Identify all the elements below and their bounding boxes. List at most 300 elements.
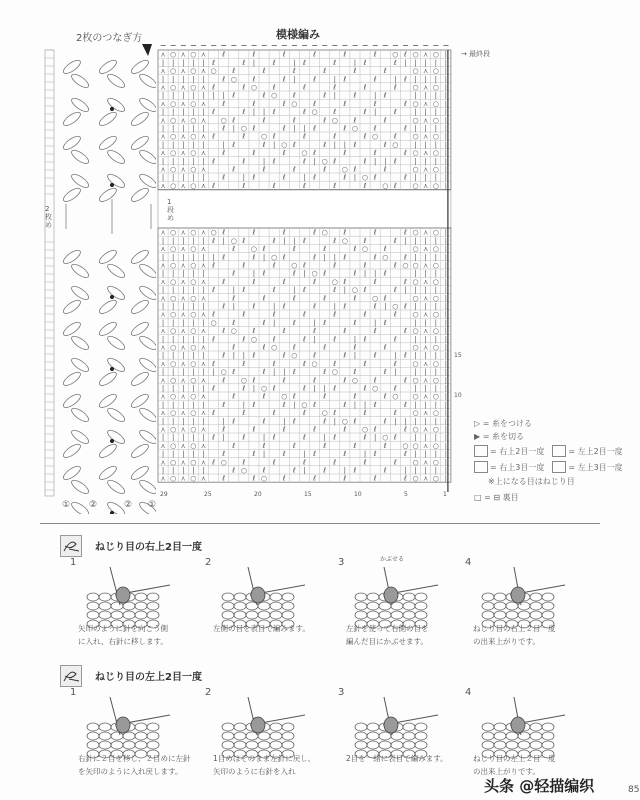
chart-stitch-symbol: ⋏ (423, 376, 429, 385)
chart-stitch-symbol: | (444, 474, 448, 483)
chart-stitch-symbol: ○ (341, 236, 348, 245)
chart-stitch-symbol: ⋏ (423, 165, 429, 174)
chart-stitch-symbol: | (161, 351, 165, 360)
chart-stitch-symbol: | (161, 466, 165, 475)
chart-stitch-symbol: ○ (412, 245, 419, 254)
chart-stitch-symbol: ℓ (272, 157, 276, 166)
chart-stitch-symbol: ○ (170, 343, 177, 352)
chart-stitch-symbol: | (424, 253, 427, 262)
chart-stitch-symbol: ○ (220, 116, 227, 125)
stitch-15: 15 (304, 491, 312, 498)
chart-stitch-symbol: | (283, 368, 286, 377)
chart-stitch-symbol: ○ (260, 132, 268, 141)
chart-stitch-symbol: ℓ (403, 277, 407, 286)
chart-stitch-symbol: ○ (230, 236, 237, 245)
watermark: 头条 @轻描编织 (484, 777, 595, 795)
chart-stitch-symbol: ℓ (222, 228, 226, 237)
chart-stitch-symbol: ℓ (373, 474, 377, 483)
chart-stitch-symbol: | (171, 351, 175, 360)
chart-stitch-symbol: | (444, 327, 448, 336)
chart-stitch-symbol: ℓ (313, 450, 317, 459)
chart-stitch-symbol: ℓ (373, 425, 377, 434)
chart-stitch-symbol: ℓ (292, 165, 296, 174)
chart-stitch-symbol: ℓ (343, 253, 347, 262)
chart-stitch-symbol: | (444, 294, 448, 303)
chart-stitch-symbol: ○ (432, 165, 439, 174)
step-caption: 矢印のように右針を入れ (213, 767, 296, 776)
chart-stitch-symbol: ℓ (212, 286, 216, 295)
chart-stitch-symbol: ℓ (373, 124, 377, 133)
chart-stitch-symbol: | (434, 286, 437, 295)
chart-stitch-symbol: ⋏ (200, 310, 207, 319)
chart-stitch-symbol: | (444, 157, 448, 166)
chart-stitch-symbol: ○ (432, 245, 439, 254)
chart-stitch-symbol: ○ (432, 277, 439, 286)
chart-stitch-symbol: ℓ (373, 400, 377, 409)
chart-stitch-symbol: ℓ (282, 450, 286, 459)
chart-stitch-symbol: | (161, 302, 165, 311)
chart-stitch-symbol: | (434, 417, 437, 426)
pattern-chart-grid (150, 40, 470, 510)
chart-stitch-symbol: ○ (190, 359, 197, 368)
chart-stitch-symbol: ℓ (302, 409, 306, 418)
chart-stitch-symbol: | (444, 181, 448, 190)
technique-symbol-icon (60, 665, 82, 687)
left-2tog-symbol-icon (552, 445, 566, 457)
chart-stitch-symbol: ℓ (323, 417, 327, 426)
chart-stitch-symbol: ○ (190, 343, 197, 352)
chart-stitch-symbol: | (434, 108, 437, 117)
step-number: 2 (205, 687, 212, 698)
chart-stitch-symbol: ○ (220, 458, 227, 467)
page-number: 85 (628, 785, 640, 795)
chart-stitch-symbol: ○ (170, 83, 177, 92)
chart-stitch-symbol: | (414, 351, 417, 360)
chart-stitch-symbol: | (414, 433, 417, 442)
chart-stitch-symbol: ○ (432, 228, 439, 237)
chart-stitch-symbol: ℓ (282, 99, 286, 108)
chart-stitch-symbol: | (161, 269, 165, 278)
chart-stitch-symbol: ⋏ (423, 50, 429, 59)
chart-stitch-symbol: ○ (190, 83, 197, 92)
chart-stitch-symbol: ℓ (343, 327, 347, 336)
chart-stitch-symbol: ℓ (302, 335, 306, 344)
crochet-chain-loop (61, 392, 90, 424)
chart-stitch-symbol: ○ (190, 441, 197, 450)
chart-stitch-symbol: | (434, 157, 437, 166)
chart-stitch-symbol: ℓ (252, 376, 256, 385)
chart-stitch-symbol: ○ (170, 327, 177, 336)
chart-stitch-symbol: ℓ (403, 228, 407, 237)
chart-stitch-symbol: | (192, 173, 195, 182)
chart-stitch-symbol: ℓ (222, 425, 226, 434)
chart-stitch-symbol: | (182, 400, 185, 409)
chart-stitch-symbol: ○ (372, 294, 379, 303)
chart-stitch-symbol: ℓ (222, 75, 226, 84)
chart-stitch-symbol: | (444, 140, 448, 149)
chart-stitch-symbol: ℓ (353, 441, 357, 450)
chart-stitch-symbol: | (252, 58, 256, 67)
chart-stitch-symbol: ⋏ (180, 165, 186, 174)
chart-purl-mark: − (240, 41, 248, 50)
chart-stitch-symbol: ℓ (232, 466, 236, 475)
chart-stitch-symbol: | (424, 450, 427, 459)
chart-stitch-symbol: ℓ (282, 400, 286, 409)
chart-stitch-symbol: ℓ (242, 335, 246, 344)
chart-stitch-symbol: ℓ (373, 277, 377, 286)
chart-stitch-symbol: ○ (361, 173, 369, 182)
chart-stitch-symbol: ℓ (383, 140, 387, 149)
chart-stitch-symbol: | (404, 417, 407, 426)
chart-stitch-symbol: | (444, 351, 448, 360)
chart-stitch-symbol: ○ (321, 157, 328, 166)
chart-stitch-symbol: ℓ (252, 474, 256, 483)
step-caption: 編んだ目にかぶせます。 (346, 637, 428, 646)
chart-stitch-symbol: | (434, 124, 437, 133)
chart-purl-mark: − (381, 41, 389, 50)
legend-left-2tog: = 左上2目一度 (568, 446, 623, 456)
chart-stitch-symbol: ○ (210, 67, 217, 76)
chart-stitch-symbol: | (333, 302, 336, 311)
chart-stitch-symbol: ○ (190, 99, 197, 108)
chart-stitch-symbol: ℓ (343, 400, 347, 409)
chart-stitch-symbol: ○ (432, 441, 439, 450)
chart-stitch-symbol: | (182, 75, 185, 84)
chart-stitch-symbol: ℓ (292, 67, 296, 76)
chart-stitch-symbol: ○ (311, 269, 318, 278)
chart-stitch-symbol: ℓ (333, 157, 337, 166)
chart-stitch-symbol: ℓ (262, 294, 266, 303)
legend-left-3tog: = 左上3目一度 (568, 462, 623, 472)
chart-stitch-symbol: | (161, 335, 165, 344)
chart-stitch-symbol: ℓ (313, 124, 317, 133)
chart-stitch-symbol: | (444, 269, 448, 278)
legend-cut-yarn: ▶ = 糸を切る (474, 432, 524, 441)
chart-stitch-symbol: ⋏ (423, 245, 429, 254)
chart-stitch-symbol: ℓ (212, 108, 216, 117)
chart-stitch-symbol: | (404, 58, 407, 67)
chart-purl-mark: − (200, 41, 207, 50)
chart-stitch-symbol: ℓ (212, 83, 216, 92)
chart-stitch-symbol: ⋏ (423, 83, 429, 92)
chart-stitch-symbol: ℓ (242, 458, 246, 467)
chart-stitch-symbol: ⋏ (200, 165, 207, 174)
chart-stitch-symbol: | (232, 302, 235, 311)
step-caption: 1目めはそのまま左針に戻し、 (213, 754, 316, 763)
chart-stitch-symbol: ○ (240, 124, 247, 133)
chart-stitch-symbol: | (202, 318, 205, 327)
chart-stitch-symbol: ℓ (373, 149, 377, 158)
chart-stitch-symbol: ○ (341, 165, 348, 174)
chart-stitch-symbol: | (444, 116, 448, 125)
chart-stitch-symbol: ℓ (242, 409, 246, 418)
chart-stitch-symbol: ○ (170, 310, 177, 319)
chart-stitch-symbol: | (414, 253, 417, 262)
chart-purl-mark: − (321, 41, 329, 50)
chart-stitch-symbol: | (222, 140, 225, 149)
chart-stitch-symbol: | (161, 236, 165, 245)
chart-stitch-symbol: | (323, 433, 326, 442)
chart-stitch-symbol: | (212, 253, 215, 262)
chart-stitch-symbol: ○ (432, 50, 439, 59)
chart-stitch-symbol: ℓ (363, 83, 367, 92)
chart-stitch-symbol: ℓ (292, 318, 296, 327)
chart-stitch-symbol: ○ (432, 294, 439, 303)
chart-stitch-symbol: ℓ (363, 409, 367, 418)
chart-stitch-symbol: | (343, 466, 347, 475)
chart-stitch-symbol: ℓ (353, 165, 357, 174)
chart-stitch-symbol: | (293, 58, 296, 67)
chart-stitch-symbol: ℓ (232, 91, 236, 100)
chart-stitch-symbol: ℓ (222, 173, 226, 182)
chart-stitch-symbol: ℓ (282, 351, 286, 360)
chart-stitch-symbol: ℓ (373, 253, 377, 262)
chart-stitch-symbol: ○ (190, 116, 197, 125)
chart-stitch-symbol: ○ (250, 335, 258, 344)
chart-stitch-symbol: | (303, 173, 306, 182)
chart-stitch-symbol: ○ (412, 132, 419, 141)
crochet-chain-loop (97, 58, 126, 90)
chart-stitch-symbol: | (262, 157, 266, 166)
chart-purl-mark: − (412, 41, 419, 50)
chart-stitch-symbol: ℓ (282, 277, 286, 286)
chart-stitch-symbol: | (414, 286, 417, 295)
chart-stitch-symbol: | (414, 157, 417, 166)
step-caption: 左側の目を表目で編みます。 (213, 624, 310, 633)
chart-stitch-symbol: ℓ (373, 50, 377, 59)
chart-stitch-symbol: ℓ (323, 294, 327, 303)
chart-stitch-symbol: ℓ (242, 310, 246, 319)
chart-stitch-symbol: | (161, 157, 165, 166)
chart-stitch-symbol: | (192, 400, 195, 409)
chart-purl-mark: − (311, 41, 318, 50)
chart-stitch-symbol: ⋏ (180, 343, 186, 352)
chart-stitch-symbol: | (242, 400, 246, 409)
chart-stitch-symbol: ℓ (323, 140, 327, 149)
chart-stitch-symbol: ℓ (343, 228, 347, 237)
chart-stitch-symbol: ○ (412, 50, 419, 59)
chart-stitch-symbol: | (444, 91, 448, 100)
chart-stitch-symbol: ⋏ (423, 67, 429, 76)
chart-stitch-symbol: | (171, 173, 175, 182)
chart-stitch-symbol: | (202, 91, 205, 100)
chart-stitch-symbol: ℓ (212, 359, 216, 368)
chart-stitch-symbol: ○ (361, 425, 369, 434)
chart-stitch-symbol: ℓ (282, 425, 286, 434)
chart-stitch-symbol: ℓ (333, 132, 337, 141)
chart-stitch-symbol: | (434, 335, 437, 344)
chart-stitch-symbol: | (293, 236, 296, 245)
chart-stitch-symbol: ℓ (282, 50, 286, 59)
chart-stitch-symbol: ℓ (333, 409, 337, 418)
chart-stitch-symbol: ○ (170, 294, 177, 303)
chart-stitch-symbol: ℓ (292, 368, 296, 377)
crochet-chain-loop (61, 320, 90, 352)
step-caption: 矢印のように針を向こう側 (78, 624, 168, 633)
chart-gap (158, 190, 451, 228)
chart-stitch-symbol: | (272, 368, 276, 377)
chart-stitch-symbol: ℓ (313, 376, 317, 385)
chart-stitch-symbol: | (192, 91, 195, 100)
chart-stitch-symbol: | (394, 75, 397, 84)
chart-stitch-symbol: ⋏ (423, 441, 429, 450)
step-caption: に入れ、右針に移します。 (78, 637, 168, 646)
chart-stitch-symbol: ○ (311, 108, 318, 117)
chart-stitch-symbol: | (373, 108, 377, 117)
chart-stitch-symbol: | (434, 236, 437, 245)
chart-stitch-symbol: ℓ (353, 318, 357, 327)
chart-stitch-symbol: ○ (301, 400, 308, 409)
step-caption: ねじり目の左上２目一度 (473, 754, 556, 763)
chart-stitch-symbol: ℓ (383, 91, 387, 100)
chart-stitch-symbol: | (424, 466, 427, 475)
chart-stitch-symbol: ○ (271, 91, 278, 100)
chart-stitch-symbol: ℓ (373, 228, 377, 237)
chart-stitch-symbol: ℓ (313, 50, 317, 59)
chart-stitch-symbol: ℓ (212, 433, 216, 442)
chart-stitch-symbol: ○ (412, 376, 419, 385)
chart-stitch-symbol: | (434, 91, 437, 100)
chart-stitch-symbol: ℓ (242, 58, 246, 67)
chart-stitch-symbol: ℓ (282, 149, 286, 158)
chart-stitch-symbol: ℓ (333, 286, 337, 295)
chart-stitch-symbol: | (434, 351, 437, 360)
chart-stitch-symbol: | (424, 318, 427, 327)
chart-purl-mark: − (341, 41, 349, 50)
chart-stitch-symbol: ℓ (353, 116, 357, 125)
chart-stitch-symbol: ℓ (353, 140, 357, 149)
chart-stitch-symbol: ⋏ (180, 181, 186, 190)
chart-stitch-symbol: ○ (240, 376, 247, 385)
chart-stitch-symbol: ⋏ (160, 376, 166, 385)
chart-stitch-symbol: ℓ (242, 384, 246, 393)
chart-stitch-symbol: ○ (361, 245, 369, 254)
chart-stitch-symbol: | (333, 417, 336, 426)
chart-stitch-symbol: ○ (382, 433, 389, 442)
chart-stitch-symbol: ℓ (222, 351, 226, 360)
chart-stitch-symbol: | (182, 269, 185, 278)
chart-stitch-symbol: | (202, 108, 205, 117)
chart-stitch-symbol: ℓ (272, 335, 276, 344)
chart-stitch-symbol: ℓ (363, 433, 367, 442)
chart-stitch-symbol: ⋏ (180, 116, 186, 125)
chart-stitch-symbol: ℓ (333, 310, 337, 319)
chart-purl-mark: − (230, 41, 238, 50)
chart-stitch-symbol: | (373, 318, 377, 327)
chart-stitch-symbol: | (161, 286, 165, 295)
chart-stitch-symbol: ℓ (383, 417, 387, 426)
chart-purl-mark: − (220, 41, 228, 50)
chart-stitch-symbol: ○ (432, 116, 439, 125)
chart-stitch-symbol: ○ (170, 359, 177, 368)
chart-stitch-symbol: ℓ (292, 269, 296, 278)
chart-stitch-symbol: ℓ (343, 302, 347, 311)
chart-stitch-symbol: ℓ (262, 343, 266, 352)
stitch-25: 25 (204, 491, 212, 498)
chart-stitch-symbol: ○ (412, 228, 419, 237)
legend-right-3tog: = 右上3目一度 (490, 462, 545, 472)
chart-stitch-symbol: | (202, 157, 205, 166)
chart-stitch-symbol: | (242, 351, 246, 360)
chart-stitch-symbol: ℓ (373, 450, 377, 459)
chart-stitch-symbol: ℓ (353, 466, 357, 475)
chart-stitch-symbol: ℓ (393, 181, 397, 190)
chart-stitch-symbol: ○ (190, 67, 197, 76)
chart-stitch-symbol: ℓ (242, 157, 246, 166)
stitch-20: 20 (254, 491, 262, 498)
chart-stitch-symbol: | (202, 450, 205, 459)
chart-stitch-symbol: ○ (311, 359, 318, 368)
chart-stitch-symbol: | (353, 351, 357, 360)
chart-stitch-symbol: | (444, 236, 448, 245)
chart-stitch-symbol: ℓ (232, 116, 236, 125)
chart-stitch-symbol: | (171, 433, 175, 442)
marker-1: ① (62, 500, 71, 510)
chart-stitch-symbol: | (161, 417, 165, 426)
chart-stitch-symbol: ℓ (222, 50, 226, 59)
chart-stitch-symbol: ○ (170, 409, 177, 418)
chart-stitch-symbol: ℓ (313, 228, 317, 237)
chart-stitch-symbol: ℓ (232, 318, 236, 327)
chart-stitch-symbol: | (192, 302, 195, 311)
chart-stitch-symbol: | (192, 269, 195, 278)
chart-stitch-symbol: | (182, 173, 185, 182)
chart-stitch-symbol: ○ (432, 474, 439, 483)
chart-purl-mark: − (260, 41, 268, 50)
chart-stitch-symbol: | (444, 376, 448, 385)
chart-stitch-symbol: ○ (412, 327, 419, 336)
chart-stitch-symbol: ℓ (302, 384, 306, 393)
chart-stitch-symbol: ℓ (323, 67, 327, 76)
chart-stitch-symbol: ○ (341, 417, 348, 426)
crochet-chain-loop (61, 356, 90, 388)
stitch-numbers (160, 491, 450, 500)
chart-stitch-symbol: ℓ (313, 302, 317, 311)
chart-stitch-symbol: ○ (412, 181, 419, 190)
chart-stitch-symbol: | (161, 400, 165, 409)
chart-stitch-symbol: ⋏ (200, 50, 207, 59)
chart-stitch-symbol: ⋏ (180, 245, 186, 254)
chart-stitch-symbol: ℓ (292, 466, 296, 475)
chart-stitch-symbol: ○ (170, 245, 177, 254)
chart-stitch-symbol: ℓ (292, 392, 296, 401)
chart-stitch-symbol: | (182, 140, 185, 149)
chart-stitch-symbol: ℓ (393, 433, 397, 442)
chart-stitch-symbol: | (323, 253, 326, 262)
chart-stitch-symbol: ○ (412, 294, 419, 303)
chart-stitch-symbol: ℓ (302, 58, 306, 67)
chart-stitch-symbol: ℓ (242, 132, 246, 141)
chart-stitch-symbol: ⋏ (423, 294, 429, 303)
chart-stitch-symbol: ℓ (282, 124, 286, 133)
chart-stitch-symbol: ℓ (282, 327, 286, 336)
chart-stitch-symbol: ℓ (302, 433, 306, 442)
chart-stitch-symbol: ℓ (272, 181, 276, 190)
chart-stitch-symbol: ℓ (403, 400, 407, 409)
chart-stitch-symbol: ⋏ (180, 359, 186, 368)
chart-stitch-symbol: ℓ (383, 269, 387, 278)
chart-stitch-symbol: ℓ (262, 67, 266, 76)
chart-stitch-symbol: ℓ (212, 157, 216, 166)
chart-stitch-symbol: ℓ (393, 108, 397, 117)
chart-stitch-symbol: ℓ (272, 286, 276, 295)
chart-stitch-symbol: | (171, 368, 175, 377)
chart-stitch-symbol: | (384, 302, 387, 311)
chart-stitch-symbol: | (192, 384, 195, 393)
chart-stitch-symbol: ℓ (292, 91, 296, 100)
chart-stitch-symbol: ℓ (272, 58, 276, 67)
chart-stitch-symbol: | (252, 269, 256, 278)
